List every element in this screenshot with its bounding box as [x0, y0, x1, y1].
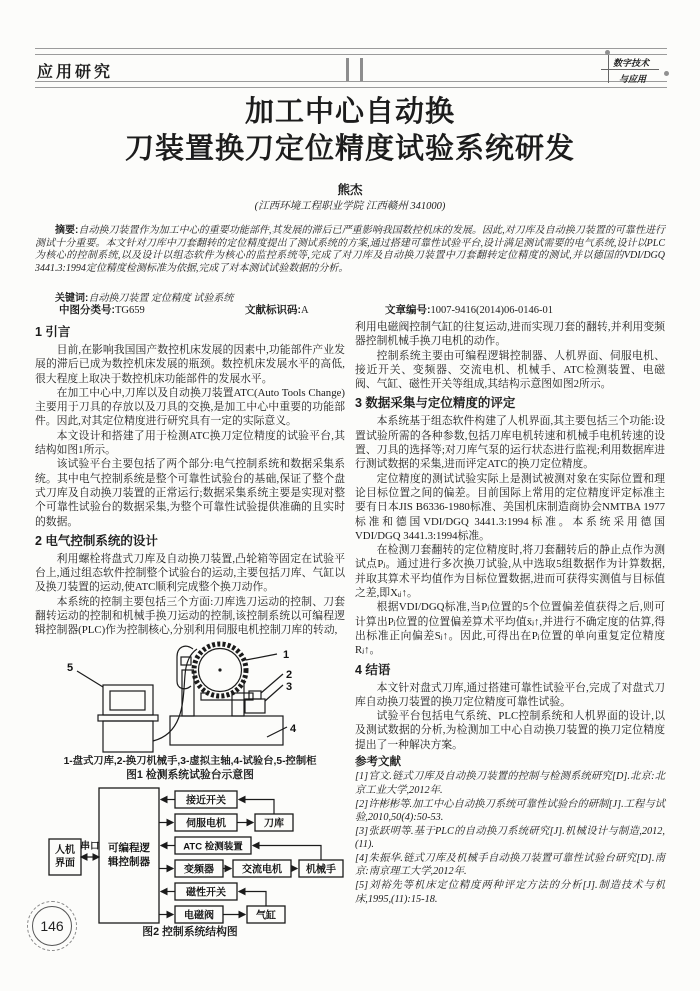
cylinder-label: 气缸 — [256, 910, 276, 922]
paragraph: 本系统的控制主要包括三个方面:刀库选刀运动的控制、刀套翻转运动的控制和机械手换刀运动的控制,该控制系统以可编程逻辑控制器(PLC)作为控制核心,分别利用伺服电机控制刀库的转动, — [35, 595, 345, 637]
servo-motor-label: 伺服电机 — [186, 818, 226, 830]
figure1-label-5: 5 — [67, 661, 74, 674]
page-header — [35, 48, 667, 88]
article-title-line2: 刀装置换刀定位精度试验系统研发 — [124, 133, 575, 165]
article-number: 文章编号:1007-9416(2014)06-0146-01 — [385, 304, 553, 316]
section-heading-acquisition: 3 数据采集与定位精度的评定 — [355, 396, 516, 411]
ac-motor-label: 交流电机 — [242, 864, 282, 876]
left-column — [35, 320, 345, 944]
paragraph: 利用螺栓将盘式刀库及自动换刀装置,凸轮箱等固定在试验平台上,通过组态软件控制整个试验台的运动,主要包括刀库、气缸以及换刀装置的运动,使ATC顺利完成整个换刀动作。 — [35, 552, 345, 594]
clc-number: 中图分类号:TG659 — [59, 304, 145, 316]
logo-dot-icon — [664, 71, 669, 76]
right-column — [355, 320, 665, 906]
references — [355, 755, 665, 906]
figure2-caption: 图2 控制系统结构图 — [142, 925, 238, 938]
tool-magazine-label: 刀库 — [264, 818, 284, 830]
logo-horizontal-line — [601, 69, 659, 70]
header-top-rule — [35, 48, 667, 55]
hmi-label-line1: 人机 — [55, 844, 75, 856]
paragraph: 在加工中心中,刀库以及自动换刀装置ATC(Auto Tools Change)主要用于刀具的存放以及刀具的交换,是加工中心中重要的功能部件。因此,对其定位精度进行研究具有一定的实际意义。 — [35, 386, 345, 428]
plc-label-line2: 辑控制器 — [108, 855, 150, 868]
reference-item: [4]朱振华.链式刀库及机械手自动换刀装置可靠性试验台研究[D].南京:南京理工大学,2012年. — [355, 852, 665, 878]
section-heading-intro: 1 引言 — [35, 325, 71, 339]
logo-text-line1: 数字技术 — [613, 58, 650, 68]
header-divider-bars — [344, 58, 366, 81]
reference-item: [1]官文.链式刀库及自动换刀装置的控制与检测系统研究[D].北京:北京工业大学,2012年. — [355, 771, 665, 796]
paragraph: 定位精度的测试试验实际上是测试被测对象在实际位置和理论目标位置之间的偏差。目前国际上常用的定位精度评定标准主要有日本JIS B6336-1980标准、美国机床制造商协会NMTBA 1977标准和德国VDI/DGQ 3441.3:1994标准。本系统采用德国VDI/DGQ 3441.3:1994标准。 — [355, 472, 665, 542]
header-bottom-rule — [35, 81, 667, 88]
hmi-label-line2: 界面 — [55, 857, 75, 869]
article-title — [0, 94, 700, 168]
paragraph: 在检测刀套翻转的定位精度时,将刀套翻转后的静止点作为测试点Pⱼ。通过进行多次换刀试验,从中选取5组数据作为计算数据,并取其算术平均值作为目标位置数据,进而可获得实测值与目标值之差,即Xᵢⱼ↑。 — [355, 544, 665, 600]
article-meta-line — [35, 302, 665, 317]
section-heading-conclusion: 4 结语 — [355, 662, 391, 677]
logo-dot-icon — [605, 50, 610, 55]
journal-logo — [595, 53, 667, 85]
figure1-test-rig-sketch — [35, 641, 345, 782]
proximity-switch-label: 接近开关 — [186, 795, 226, 807]
article-title-line1: 加工中心自动换 — [244, 96, 455, 128]
logo-text-line2: 与应用 — [619, 74, 647, 84]
document-code: 文献标识码:A — [245, 304, 309, 316]
serial-port-label: 串口 — [80, 840, 100, 852]
reference-item: [3]张跃明等.基于PLC的自动换刀系统研究[J].机械设计与制造,2012,(11). — [355, 825, 665, 851]
reference-item: [5]刘裕先等机床定位精度两种评定方法的分析[J].制造技术与机床,1995,(11):15-18. — [355, 880, 665, 905]
figure1-legend: 1-盘式刀库,2-换刀机械手,3-虚拟主轴,4-试验台,5-控制柜 — [63, 755, 317, 767]
magnetic-switch-label: 磁性开关 — [186, 887, 226, 899]
figure1-label-2: 2 — [286, 668, 293, 681]
page-number: 146 — [32, 906, 72, 946]
figure1-label-3: 3 — [286, 680, 293, 693]
figure1-drawing — [45, 641, 335, 753]
paragraph: 控制系统主要由可编程逻辑控制器、人机界面、伺服电机、接近开关、变频器、交流电机、机械手、ATC检测装置、电磁阀、气缸、磁性开关等组成,其结构示意图如图2所示。 — [355, 349, 665, 391]
reference-item: [2]许彬彬等.加工中心自动换刀系统可靠性试验台的研制[J].工程与试验,2010,50(4):50-53. — [355, 798, 665, 824]
inverter-label: 变频器 — [184, 864, 214, 876]
author-affiliation: (江西环境工程职业学院 江西赣州 341000) — [254, 201, 446, 212]
figure1-caption: 图1 检测系统试验台示意图 — [126, 768, 254, 781]
plc-label-line1: 可编程逻 — [108, 841, 150, 854]
paragraph: 根据VDI/DGQ标准,当Pⱼ位置的5个位置偏差值获得之后,则可计算出Pⱼ位置的位置偏差算术平均值x̄ⱼ↑,并进行不确定度的估算,得出标准正向偏差Sⱼ↑。因此,可得出在Pⱼ位置的单向重复定位精度Rⱼ↑。 — [355, 601, 665, 657]
control-cabinet-sketch — [98, 685, 158, 752]
references-heading: 参考文献 — [355, 756, 401, 769]
solenoid-valve-label: 电磁阀 — [184, 910, 214, 922]
figure2-block-diagram — [35, 787, 345, 939]
paragraph: 利用电磁阀控制气缸的往复运动,进而实现刀套的翻转,并利用变频器控制机械手换刀电机的动作。 — [355, 321, 665, 348]
abstract-label: 摘要: — [55, 225, 79, 236]
section-heading-electrical: 2 电气控制系统的设计 — [35, 533, 158, 548]
keywords-label: 关键词: — [55, 293, 89, 304]
logo-vertical-line — [608, 55, 609, 83]
figure1-label-1: 1 — [283, 648, 290, 661]
manipulator-spindle-sketch — [245, 691, 265, 713]
page-number-badge — [27, 901, 77, 951]
author-name: 熊杰 — [337, 183, 363, 197]
paragraph: 该试验平台主要包括了两个部分:电气控制系统和数据采集系统。其中电气控制系统是整个可靠性试验台的基础,保证了整个盘式刀库及自动换刀装置的正常运行;数据采集系统主要是实现对整个可靠性试验台的数据采集,为整个可靠性试验提供准确的且实时的数据。 — [35, 458, 345, 528]
paragraph: 本文设计和搭建了用于检测ATC换刀定位精度的试验平台,其结构如图1所示。 — [35, 429, 345, 457]
abstract — [35, 225, 665, 275]
figure1-label-4: 4 — [290, 722, 297, 735]
paragraph: 目前,在影响我国国产数控机床发展的因素中,功能部件产业发展的滞后已成为数控机床发展的瓶颈。数控机床发展水平的高低,很大程度上取决于数控机床功能部件的发展水平。 — [35, 344, 345, 385]
paragraph: 本文针对盘式刀库,通过搭建可靠性试验平台,完成了对盘式刀库自动换刀装置的换刀定位精度可靠性试验。 — [355, 681, 665, 708]
abstract-text: 自动换刀装置作为加工中心的重要功能部件,其发展的滞后已严重影响我国数控机床的发展。因此,对刀库及自动换刀装置的可靠性进行测试十分重要。本文针对刀库中刀套翻转的定位精度提出了测试系统的方案,通过搭建可靠性试验平台,设计满足测试需要的电气系统,设计以PLC为核心的控制系统,以及设计以组态软件为核心的监控系统等,完成了对刀库及自动换刀装置中刀套翻转定位精度的测试,并以德国的VDI/DGQ 3441.3:1994定位精度检测标准为依据,完成了对本测试试验数据的分析。 — [35, 225, 665, 274]
paragraph: 本系统基于组态软件构建了人机界面,其主要包括三个功能:设置试验所需的各种参数,包括刀库电机转速和机械手电机转速的设置、刀具的选择等;对刀库气泵的运行状态进行监视;利用数据库进行测试数据的采集,进而评定ATC的换刀定位精度。 — [355, 415, 665, 471]
column-section-label: 应用研究 — [37, 64, 114, 81]
manipulator-label: 机械手 — [306, 864, 336, 876]
atc-detector-label: ATC 检测装置 — [183, 841, 243, 853]
paragraph: 试验平台包括电气系统、PLC控制系统和人机界面的设计,以及测试数据的分析,为检测加工中心自动换刀装置的换刀定位精度提出了一种解决方案。 — [355, 710, 665, 751]
keywords-text: 自动换刀装置 定位精度 试验系统 — [88, 293, 234, 304]
figure2-drawing — [35, 787, 345, 925]
cable-sketch — [153, 649, 197, 741]
